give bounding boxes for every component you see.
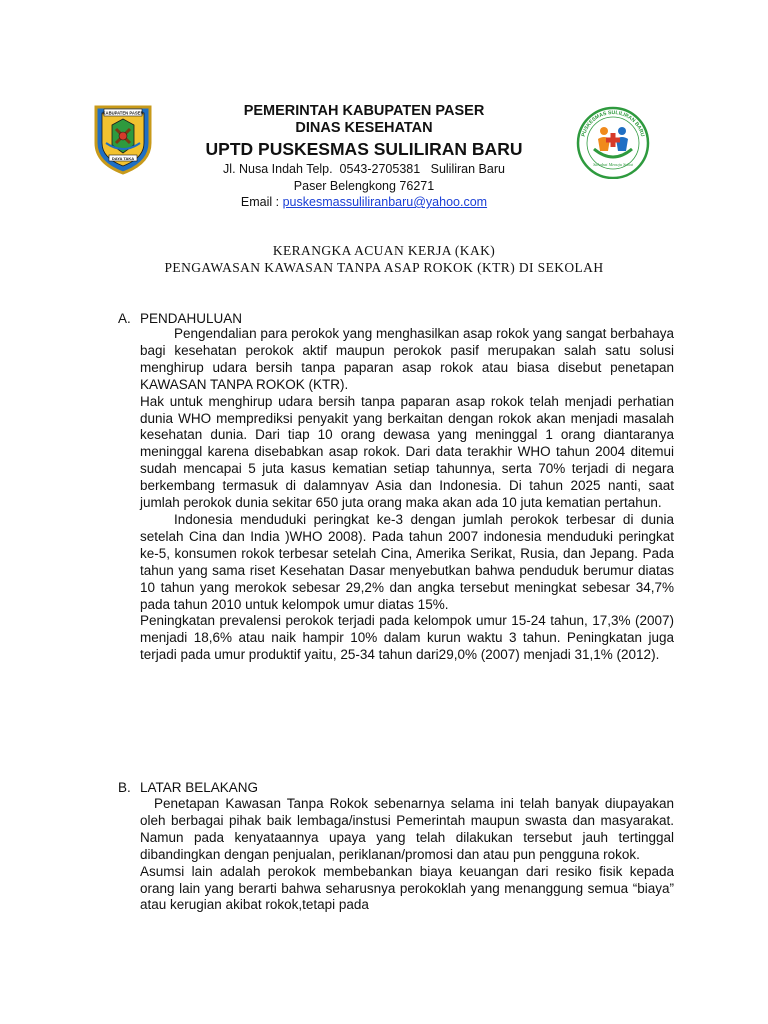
email-line	[160, 194, 568, 211]
paragraph: Indonesia menduduki peringkat ke-3 dengan jumlah perokok terbesar di dunia setelah Cina dan India )WHO 2008). Pada tahun 2007 indonesia menduduki peringkat ke-5, konsumen rokok terbesar setelah Cina, Amerika Serikat, Rusia, dan Jepang. Pada tahun yang sama riset Kesehatan Dasar menyebutkan bahwa penduduk berumur diatas 10 tahun yang merokok sebesar 29,2% dan angka tersebut meningkat sebesar 34,7% pada tahun 2010 untuk kelompok umur diatas 15%.	[140, 511, 674, 612]
document-title	[0, 242, 768, 276]
email-label: Email :	[240, 195, 283, 209]
department-name: DINAS KESEHATAN	[295, 120, 433, 136]
paragraph: Pengendalian para perokok yang menghasilkan asap rokok yang sangat berbahaya bagi kesehatan perokok aktif maupun perokok pasif merupakan salah satu solusi menghirup udara bersih tanpa paparan asap rokok atau biasa disebut penetapan KAWASAN TANPA ROKOK (KTR).	[140, 326, 674, 392]
paragraph: Hak untuk menghirup udara bersih tanpa paparan asap rokok telah menjadi perhatian dunia WHO memprediksi penyakit yang berkaitan dengan rokok akan menjadi masalah kesehatan dunia. Dari tiap 10 orang dewasa yang meninggal 1 orang diantaranya meninggal karena disebabkan asap rokok. Dari data terakhir WHO tahun 2004 ditemui sudah mencapai 5 juta kasus kematian setiap tahunnya, serta 70% terjadi di negara berkembang termasuk di dalamnyav Asia dan Indonesia. Di tahun 2025 nanti, saat jumlah perokok dunia sekitar 650 juta orang maka akan ada 10 juta kematian pertahun.	[140, 393, 674, 511]
emblem-top-text: KABUPATEN PASER	[102, 110, 144, 116]
section-a-letter: A.	[118, 311, 131, 326]
section-b-title: LATAR BELAKANG	[140, 780, 259, 795]
regency-emblem-icon	[92, 103, 154, 175]
email-link[interactable]: puskesmassuliliranbaru@yahoo.com	[282, 195, 488, 209]
institution-name: UPTD PUSKESMAS SULILIRAN BARU	[205, 139, 523, 159]
puskesmas-logo-icon	[572, 103, 654, 179]
logo-motto: Sahabat Menuju Sehat	[593, 162, 633, 167]
section-b-heading	[118, 779, 258, 796]
emblem-bottom-text: DAYA TAKA	[111, 155, 135, 161]
section-b-body	[140, 796, 674, 914]
section-a-title: PENDAHULUAN	[140, 311, 243, 326]
paragraph: Penetapan Kawasan Tanpa Rokok sebenarnya selama ini telah banyak diupayakan oleh berbagai pihak baik lembaga/instusi Pemerintah maupun swasta dan masyarakat. Namun pada kenyataannya upaya yang telah dilakukan tersebut jauh tertinggal dibandingkan dengan penjualan, periklanan/promosi dan atau pun pengguna rokok.	[140, 796, 674, 862]
paragraph: Asumsi lain adalah perokok membebankan biaya keuangan dari resiko fisik kepada orang lain yang berarti bahwa seharusnya perokoklah yang menanggung semua “biaya” atau kerugian akibat rokok,tetapi pada	[140, 863, 674, 913]
section-a-heading	[118, 310, 242, 327]
title-line-1: KERANGKA ACUAN KERJA (KAK)	[272, 243, 496, 258]
logo-ring-text: PUSKESMAS SULILIRAN BARU	[580, 109, 646, 138]
government-name: PEMERINTAH KABUPATEN PASER	[243, 103, 485, 119]
letterhead	[0, 0, 768, 215]
section-b-letter: B.	[118, 780, 131, 795]
address-line-2: Paser Belengkong 76271	[293, 179, 435, 193]
title-line-2: PENGAWASAN KAWASAN TANPA ASAP ROKOK (KTR) DI SEKOLAH	[164, 260, 604, 275]
paragraph: Peningkatan prevalensi perokok terjadi pada kelompok umur 15-24 tahun, 17,3% (2007) menjadi 18,6% atau naik hampir 10% dalam kurun waktu 3 tahun. Peningkatan juga terjadi pada umur produktif yaitu, 25-34 tahun dari29,0% (2007) menjadi 31,1% (2012).	[140, 613, 674, 663]
address-line	[160, 161, 568, 178]
letterhead-text	[160, 103, 568, 211]
section-a-body	[140, 326, 674, 664]
address-text: Jl. Nusa Indah Telp. 0543-2705381 Suliliran Baru	[223, 162, 505, 176]
